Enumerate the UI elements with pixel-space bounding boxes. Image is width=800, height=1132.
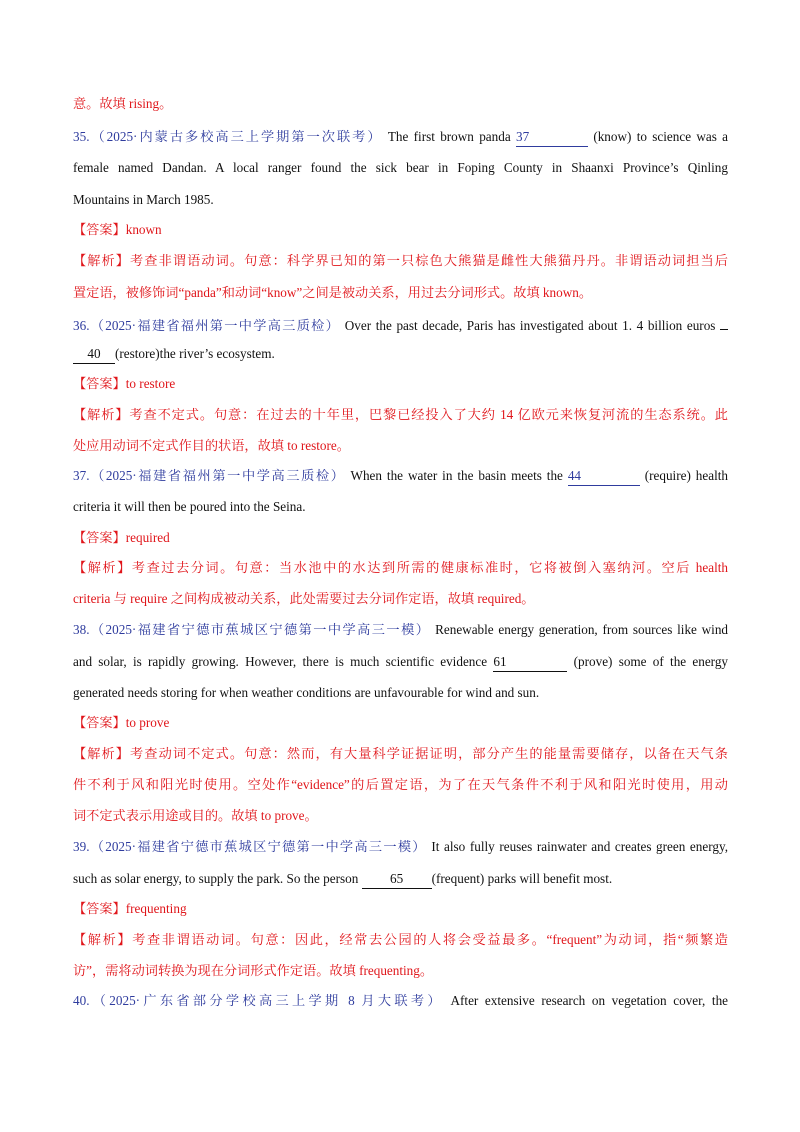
question-text: generated needs storing for when weather conditions are unfavourable for wind and sun. xyxy=(73,685,540,700)
explanation-text: 【解析】考查非谓语动词。句意：科学界已知的第一只棕色大熊猫是雌性大熊猫丹丹。非谓语动词担当后 xyxy=(73,253,728,268)
explanation-36-line-2 xyxy=(73,435,728,457)
question-text: After extensive research on vegetation cover, the xyxy=(450,993,729,1008)
answer-blank: 65 xyxy=(362,871,432,889)
question-35-line-1 xyxy=(73,126,728,148)
question-text: criteria it will then be poured into the Seina. xyxy=(73,499,306,514)
question-35-line-2 xyxy=(73,157,728,179)
question-text: such as solar energy, to supply the park. So the person xyxy=(73,871,359,886)
explanation-38-line-1 xyxy=(73,743,728,765)
explanation-text: 置定语，被修饰词“panda”和动词“know”之间是被动关系，用过去分词形式。故填 known。 xyxy=(73,285,593,300)
question-38-line-3 xyxy=(73,682,728,704)
explanation-text: 意。故填 rising。 xyxy=(73,96,173,111)
question-39-line-2 xyxy=(73,868,728,890)
answer-39 xyxy=(73,898,728,920)
answer-text: 【答案】to prove xyxy=(73,715,170,730)
question-37-line-1 xyxy=(73,465,728,487)
question-37-line-2 xyxy=(73,496,728,518)
question-text: (restore)the river’s ecosystem. xyxy=(115,346,275,361)
question-source: （2025·福建省福州第一中学高三质检） xyxy=(89,318,341,333)
question-number: 39. xyxy=(73,839,90,854)
question-source: （2025·福建省福州第一中学高三质检） xyxy=(89,468,346,483)
question-text: Mountains in March 1985. xyxy=(73,192,214,207)
explanation-35-line-1 xyxy=(73,250,728,272)
explanation-tail xyxy=(73,93,728,115)
question-number: 40. xyxy=(73,993,90,1008)
explanation-text: 【解析】考查过去分词。句意：当水池中的水达到所需的健康标准时，它将被倒入塞纳河。空后 health xyxy=(73,560,728,575)
explanation-text: 【解析】考查动词不定式。句意：然而，有大量科学证据证明，部分产生的能量需要储存，以备在天气条 xyxy=(73,746,728,761)
answer-blank-start xyxy=(720,312,728,330)
question-36-line-2 xyxy=(73,343,728,365)
answer-38 xyxy=(73,712,728,734)
question-text: When the water in the basin meets the xyxy=(350,468,563,483)
question-text: and solar, is rapidly growing. However, there is much scientific evidence xyxy=(73,654,488,669)
explanation-text: 访”，需将动词转换为现在分词形式作定语。故填 frequenting。 xyxy=(73,963,434,978)
explanation-37-line-2 xyxy=(73,588,728,610)
explanation-text: 【解析】考查非谓语动词。句意：因此，经常去公园的人将会受益最多。“frequent”为动词，指“频繁造 xyxy=(73,932,728,947)
question-40-line-1 xyxy=(73,990,728,1012)
question-36-line-1 xyxy=(73,312,728,334)
question-text: Over the past decade, Paris has investigated about 1. 4 billion euros xyxy=(344,318,716,333)
question-39-line-1 xyxy=(73,836,728,858)
explanation-text: 件不利于风和阳光时使用。空处作“evidence”的后置定语，为了在天气条件不利于风和阳光时使用，用动 xyxy=(73,777,728,792)
answer-blank: 44 xyxy=(568,468,640,486)
question-text: female named Dandan. A local ranger found the sick bear in Foping County in Shaanxi Province’s Qinling xyxy=(73,160,728,175)
answer-blank: 40 xyxy=(73,346,115,364)
question-35-line-3 xyxy=(73,189,728,211)
answer-text: 【答案】known xyxy=(73,222,162,237)
explanation-35-line-2 xyxy=(73,282,728,304)
question-text: (require) health xyxy=(644,468,728,483)
explanation-text: criteria 与 require 之间构成被动关系，此处需要过去分词作定语，故填 required。 xyxy=(73,591,535,606)
question-38-line-2 xyxy=(73,651,728,673)
explanation-text: 【解析】考查不定式。句意：在过去的十年里，巴黎已经投入了大约 14 亿欧元来恢复河流的生态系统。此 xyxy=(73,407,728,422)
question-number: 37. xyxy=(73,468,90,483)
explanation-39-line-1 xyxy=(73,929,728,951)
answer-blank: 37 xyxy=(516,129,588,147)
question-source: （2025·广东省部分学校高三上学期 8 月大联考） xyxy=(89,993,444,1008)
explanation-38-line-3 xyxy=(73,805,728,827)
answer-text: 【答案】frequenting xyxy=(73,901,187,916)
explanation-38-line-2 xyxy=(73,774,728,796)
answer-37 xyxy=(73,527,728,549)
question-source: （2025·内蒙古多校高三上学期第一次联考） xyxy=(89,129,383,144)
explanation-37-line-1 xyxy=(73,557,728,579)
question-text: It also fully reuses rainwater and creates green energy, xyxy=(431,839,728,854)
question-number: 38. xyxy=(73,622,90,637)
question-text: Renewable energy generation, from sources like wind xyxy=(435,622,729,637)
answer-blank: 61 xyxy=(493,654,567,672)
explanation-39-line-2 xyxy=(73,960,728,982)
question-38-line-1 xyxy=(73,619,728,641)
answer-36 xyxy=(73,373,728,395)
question-number: 36. xyxy=(73,318,90,333)
question-number: 35. xyxy=(73,129,90,144)
question-text: (know) to science was a xyxy=(593,129,729,144)
question-text: The first brown panda xyxy=(387,129,511,144)
explanation-text: 处应用动词不定式作目的状语，故填 to restore。 xyxy=(73,438,350,453)
answer-text: 【答案】to restore xyxy=(73,376,176,391)
question-text: (prove) some of the energy xyxy=(573,654,729,669)
explanation-text: 词不定式表示用途或目的。故填 to prove。 xyxy=(73,808,318,823)
answer-text: 【答案】required xyxy=(73,530,170,545)
question-text: (frequent) parks will benefit most. xyxy=(431,871,613,886)
explanation-36-line-1 xyxy=(73,404,728,426)
question-source: （2025·福建省宁德市蕉城区宁德第一中学高三一模） xyxy=(89,622,431,637)
question-source: （2025·福建省宁德市蕉城区宁德第一中学高三一模） xyxy=(89,839,427,854)
answer-35 xyxy=(73,219,728,241)
